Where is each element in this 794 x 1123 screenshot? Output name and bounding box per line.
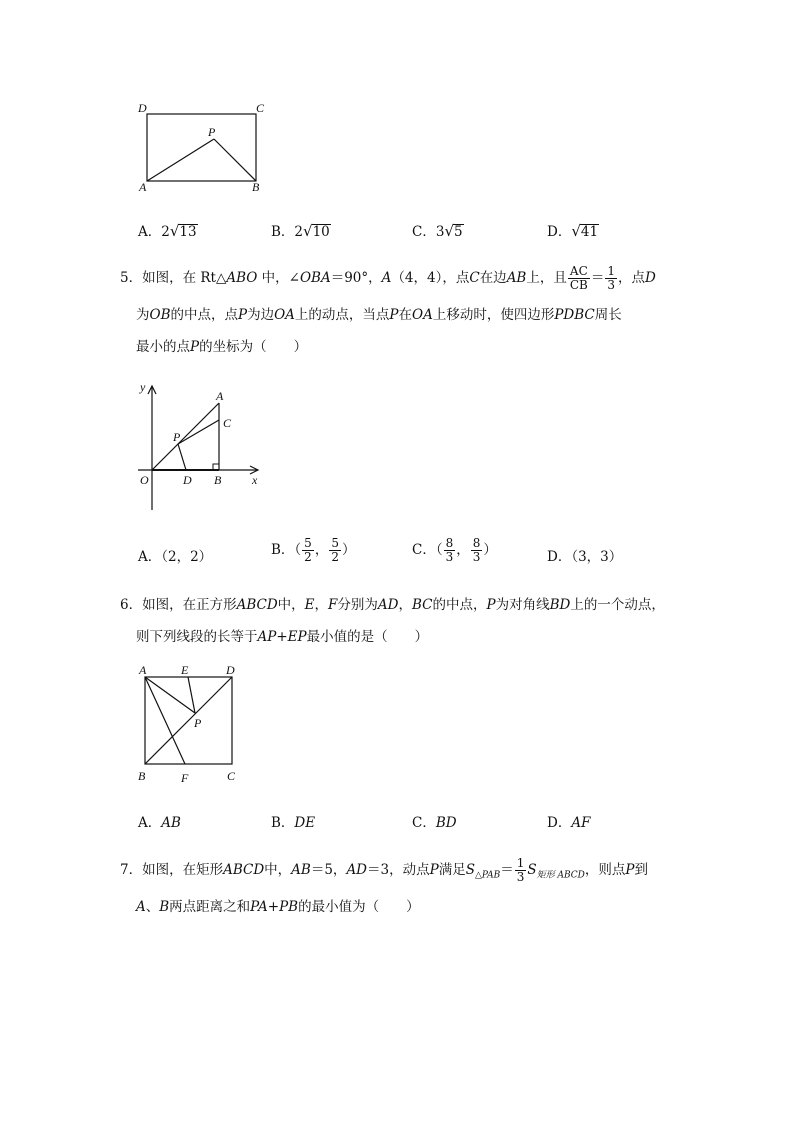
text: 到 <box>634 862 648 878</box>
text: 最小值的是（ ） <box>306 629 429 645</box>
text: OB <box>149 307 171 323</box>
text: ，点 <box>618 270 645 286</box>
text: ABCD <box>236 597 278 613</box>
text: 上，且 <box>526 270 567 286</box>
q6-option-c <box>412 811 457 831</box>
label-o: O <box>140 473 149 487</box>
option-prefix: C．（ <box>412 542 443 558</box>
option-prefix: A． <box>138 224 162 240</box>
q4-option-a: A．2√13 <box>138 222 197 240</box>
option-end: ） <box>483 542 497 558</box>
option-value: BD <box>435 815 457 831</box>
label-c: C <box>227 769 236 783</box>
option-prefix: B．（ <box>271 542 302 558</box>
segment-oa <box>152 403 219 470</box>
option-value: DE <box>294 815 316 831</box>
question-number: 6． <box>120 597 143 613</box>
text: 则下列线段的长等于 <box>136 629 258 645</box>
option-prefix: D． <box>547 815 572 831</box>
q4-option-b: B．2√10 <box>271 222 330 240</box>
label-d: D <box>183 473 192 487</box>
text: 为对角线 <box>495 597 550 613</box>
label-x: x <box>252 473 258 487</box>
question-number: 7． <box>120 862 143 878</box>
figure-square-abcd <box>130 660 250 790</box>
text: PDBC <box>554 307 595 323</box>
text: P <box>625 862 635 878</box>
text: P <box>429 862 439 878</box>
label-p: P <box>194 716 202 730</box>
segment-pd <box>178 444 186 470</box>
denominator: 3 <box>445 550 454 564</box>
numerator: 1 <box>516 856 525 870</box>
label-a: A <box>139 663 147 677</box>
numerator: 1 <box>607 264 615 278</box>
text: BD <box>549 597 571 613</box>
denominator: 2 <box>304 550 312 564</box>
text: AB <box>291 862 311 878</box>
text: P <box>190 339 200 355</box>
label-d: D <box>226 663 235 677</box>
text: 的坐标为（ ） <box>199 339 308 355</box>
radicand: 5 <box>454 224 463 240</box>
q6-option-a <box>138 811 181 831</box>
option-prefix: C． <box>412 815 436 831</box>
text: ＝ <box>590 270 605 286</box>
text: ， <box>314 597 329 613</box>
text: 满足 <box>438 862 466 878</box>
figure-rectangle-abcd <box>130 95 280 195</box>
q5-option-c <box>412 537 497 564</box>
text: A <box>136 899 146 915</box>
text: A <box>381 270 392 286</box>
text: P <box>486 597 496 613</box>
text: （4，4），点 <box>391 270 470 286</box>
fraction <box>329 537 341 564</box>
option-prefix: C． <box>412 224 436 240</box>
q4-option-d: D．√41 <box>547 222 599 240</box>
fraction-one-third <box>515 857 527 884</box>
label-d: D <box>138 101 147 115</box>
text: AD <box>377 597 399 613</box>
label-b: B <box>252 180 260 194</box>
radicand: 41 <box>580 224 599 240</box>
fraction-ac-cb <box>568 265 590 292</box>
text: B <box>159 899 170 915</box>
subscript: 矩形 ABCD <box>536 870 585 881</box>
text: 两点距离之和 <box>169 899 251 915</box>
text: 的中点，点 <box>170 307 238 323</box>
text: 周长 <box>594 307 622 323</box>
text: OA <box>274 307 295 323</box>
text: ＝ <box>500 862 514 878</box>
text: PA+PB <box>250 899 299 915</box>
text: 中， <box>264 862 292 878</box>
figure-coordinate-triangle <box>130 375 270 515</box>
denominator: 3 <box>516 870 525 884</box>
q5-option-b <box>271 537 355 564</box>
denominator: 3 <box>607 278 615 292</box>
denominator: CB <box>569 278 588 292</box>
option-prefix: D． <box>547 224 572 240</box>
text: AD <box>346 862 368 878</box>
fraction-one-third <box>605 265 617 292</box>
label-b: B <box>214 473 222 487</box>
option-text: D．（3，3） <box>547 549 623 565</box>
text: OA <box>412 307 433 323</box>
q6-line-1 <box>120 595 665 615</box>
radicand: 10 <box>312 224 330 240</box>
text: 中， <box>277 597 305 613</box>
q5-line-1 <box>120 265 656 292</box>
label-c: C <box>256 101 265 115</box>
label-p: P <box>208 125 216 139</box>
q5-option-a <box>138 545 212 565</box>
text: ＝3，动点 <box>367 862 430 878</box>
option-prefix: B． <box>271 224 295 240</box>
coefficient: 3 <box>435 224 445 240</box>
text: BC <box>411 597 433 613</box>
q6-line-2 <box>136 627 428 647</box>
text: S <box>465 862 475 878</box>
text: ＝90°， <box>330 270 382 286</box>
text: 上的一个动点， <box>570 597 665 613</box>
numerator: 5 <box>304 536 312 550</box>
numerator: AC <box>568 265 590 279</box>
option-text: A．（2，2） <box>138 549 213 565</box>
text: D <box>645 270 656 286</box>
text: 为边 <box>247 307 275 323</box>
text: S <box>527 862 537 878</box>
text: P <box>389 307 399 323</box>
text: 为 <box>136 307 150 323</box>
text: 的中点， <box>432 597 487 613</box>
text: ABCD <box>223 862 265 878</box>
coefficient: 2 <box>161 224 170 240</box>
label-p: P <box>173 430 181 444</box>
segment-ap <box>147 139 214 181</box>
label-y: y <box>140 380 146 394</box>
segment-ep <box>188 677 195 713</box>
text: 上的动点，当点 <box>294 307 390 323</box>
label-a: A <box>216 389 224 403</box>
text: 上移动时，使四边形 <box>432 307 555 323</box>
fraction <box>302 537 314 564</box>
separator: ， <box>456 542 470 558</box>
text: ＝5， <box>310 862 347 878</box>
coefficient: 2 <box>294 224 304 240</box>
text: ，则点 <box>584 862 626 878</box>
segment-ap <box>145 677 195 713</box>
numerator: 5 <box>331 536 339 550</box>
segment-pb <box>214 139 256 181</box>
label-b: B <box>138 769 146 783</box>
text: ， <box>398 597 412 613</box>
q5-line-3 <box>136 337 307 357</box>
option-value: AF <box>571 815 591 831</box>
q6-option-b <box>271 811 315 831</box>
text: AB <box>506 270 527 286</box>
label-c: C <box>223 416 232 430</box>
radicand: 13 <box>179 224 197 240</box>
option-value: AB <box>161 815 181 831</box>
text: F <box>328 597 338 613</box>
text: 的最小值为（ ） <box>298 899 420 915</box>
fraction <box>444 537 456 564</box>
text: 中，∠ <box>257 270 300 286</box>
text: AP+EP <box>257 629 307 645</box>
text: 最小的点 <box>136 339 190 355</box>
fraction <box>471 537 483 564</box>
numerator: 8 <box>445 536 454 550</box>
label-a: A <box>139 180 147 194</box>
text: 如图，在矩形 <box>142 862 224 878</box>
text: 在边 <box>479 270 507 286</box>
denominator: 3 <box>472 550 481 564</box>
subscript: △PAB <box>474 870 501 881</box>
option-prefix: B． <box>271 815 295 831</box>
label-f: F <box>181 771 189 785</box>
text: OBA <box>299 270 331 286</box>
q7-line-1 <box>120 857 648 886</box>
question-number: 5． <box>120 270 143 286</box>
text: 分别为 <box>337 597 378 613</box>
denominator: 2 <box>331 550 339 564</box>
segment-af <box>145 677 185 764</box>
text: E <box>304 597 315 613</box>
text: 在 <box>398 307 413 323</box>
label-e: E <box>181 663 189 677</box>
q7-line-2 <box>136 897 420 917</box>
text: P <box>238 307 248 323</box>
text: C <box>469 270 480 286</box>
q5-line-2 <box>136 305 622 325</box>
option-prefix: A． <box>138 815 162 831</box>
diagonal-bd <box>145 677 232 764</box>
separator: ， <box>314 542 329 558</box>
text: 、 <box>145 899 160 915</box>
q5-option-d <box>547 545 622 565</box>
numerator: 8 <box>472 536 481 550</box>
q6-option-d <box>547 811 590 831</box>
text: 如图，在 Rt△ <box>142 270 227 286</box>
q4-option-c: C．3√5 <box>412 222 463 240</box>
text: ABO <box>226 270 258 286</box>
text: 如图，在正方形 <box>142 597 237 613</box>
option-end: ） <box>341 542 356 558</box>
